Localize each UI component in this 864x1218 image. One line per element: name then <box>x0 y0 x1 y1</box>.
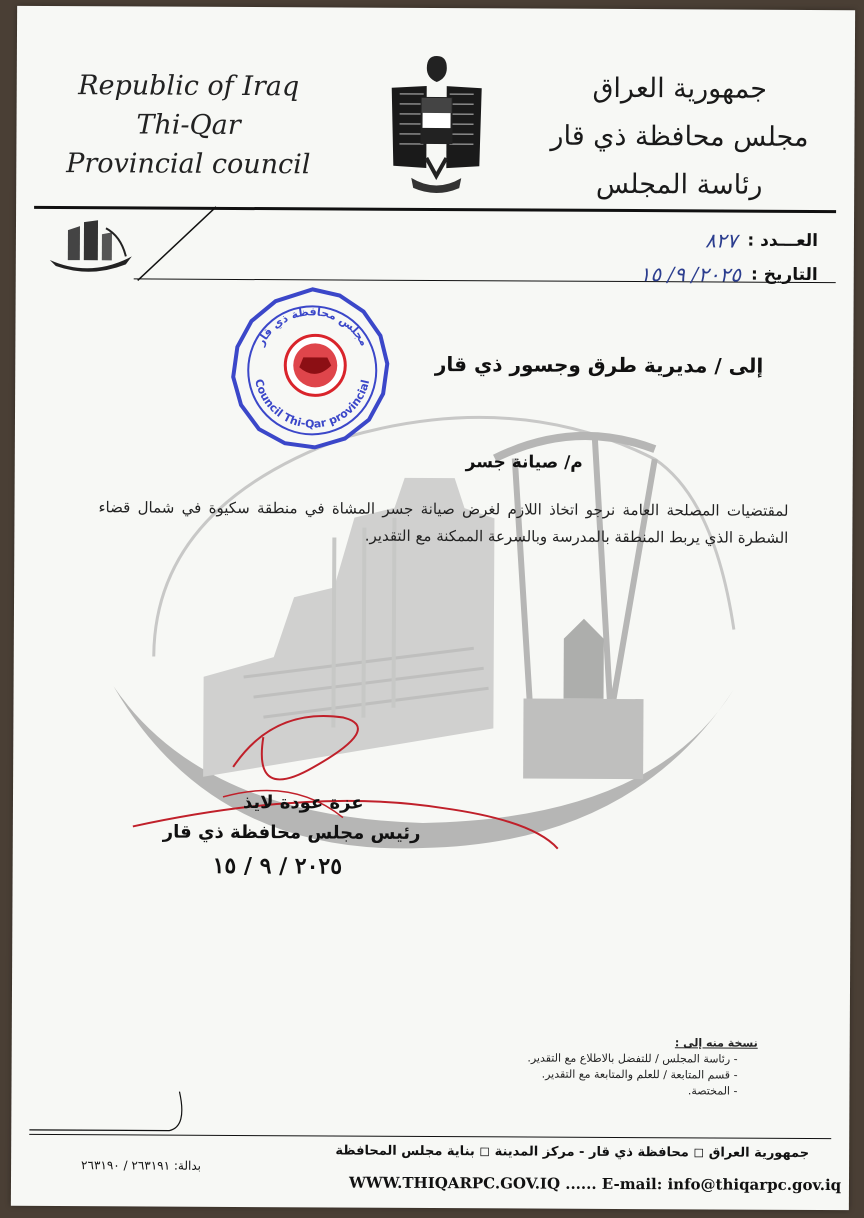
council-ship-logo <box>46 216 136 274</box>
reference-date-label: التاريخ : <box>751 264 818 286</box>
letter-body: لمقتضيات المصلحة العامة نرجو اتخاذ اللازم لغرض صيانة جسر المشاة في منطقة سكيوة في شمال قضاء الشطرة الذي يربط المنطقة بالمدرسة وبالسرعة الممكنة مع التقدير. <box>98 498 789 547</box>
signatory-name: عزة عودة لايذ <box>242 792 364 814</box>
copy-recipient: - المختصة. <box>527 1082 737 1099</box>
header-en-line-3: Provincial council <box>66 148 311 181</box>
corner-diagonal <box>136 204 216 284</box>
reference-block <box>640 223 818 292</box>
reference-number-value: ٨٢٧ <box>705 228 738 253</box>
official-stamp <box>227 285 398 456</box>
header-en-line-1: Republic of Iraq <box>78 70 300 103</box>
subject-line: م/ صيانة جسر <box>465 452 583 473</box>
header-ar-line-2: مجلس محافظة ذي قار <box>550 120 809 153</box>
reference-number-label: العـــدد : <box>747 230 818 252</box>
stamp-bottom-text: Council Thi-Qar provincial <box>252 377 373 431</box>
recipient-line: إلى / مديرية طرق وجسور ذي قار <box>434 352 764 378</box>
copy-recipient: - رئاسة المجلس / للتفضل بالاطلاع مع التقدير. <box>527 1051 737 1068</box>
signatory-title: رئيس مجلس محافظة ذي قار <box>162 821 421 844</box>
letter-page <box>11 6 855 1210</box>
footer-address: جمهورية العراق ◻ محافظة ذي قار - مركز المدينة ◻ بناية مجلس المحافظة <box>335 1143 810 1161</box>
footer-web-email: WWW.THIQARPC.GOV.IQ ...... E-mail: info@thiqarpc.gov.iq <box>348 1173 842 1195</box>
copies-list <box>527 1051 758 1100</box>
reference-date-value: ٢٠٢٥/ ٩/ ١٥ <box>639 262 742 287</box>
arabic-header <box>544 65 815 210</box>
header-ar-line-1: جمهورية العراق <box>592 72 768 105</box>
footer-corner-curve <box>29 1086 199 1137</box>
copies-to-block <box>527 1035 758 1100</box>
copy-recipient: - قسم المتابعة / للعلم والمتابعة مع التقدير. <box>527 1067 737 1084</box>
english-header <box>58 66 319 184</box>
iraq-eagle-emblem <box>371 48 502 199</box>
reference-date-row <box>640 257 818 292</box>
reference-number-row <box>640 223 818 258</box>
signature-date: ٢٠٢٥ / ٩ / ١٥ <box>212 852 343 880</box>
header-ar-line-3: رئاسة المجلس <box>595 168 763 201</box>
stamp-top-text: مجلس محافظة ذي قار <box>253 305 371 349</box>
footer-phone: بدالة: ٢٦٣١٩١ / ٢٦٣١٩٠ <box>81 1158 202 1173</box>
header-en-line-2: Thi-Qar <box>136 109 241 141</box>
copies-heading: نسخة منه إلى : <box>674 1036 758 1050</box>
